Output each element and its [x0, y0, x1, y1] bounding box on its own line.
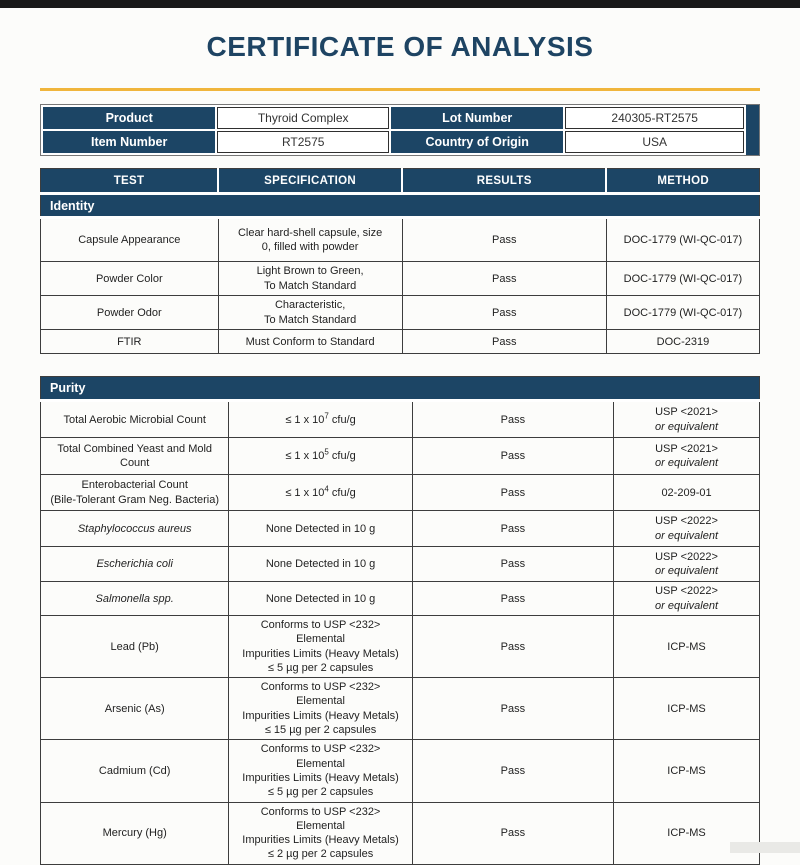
- country-of-origin-label: Country of Origin: [391, 131, 563, 153]
- spec-cell: None Detected in 10 g: [229, 511, 412, 547]
- page-title: CERTIFICATE OF ANALYSIS: [206, 31, 594, 62]
- result-cell: Pass: [402, 218, 606, 262]
- item-number-value: RT2575: [217, 131, 389, 153]
- method-cell: DOC-1779 (WI-QC-017): [606, 296, 759, 330]
- result-cell: Pass: [412, 547, 613, 582]
- method-cell: DOC-2319: [606, 330, 759, 354]
- product-info-table: [41, 105, 746, 155]
- country-of-origin-value: USA: [565, 131, 744, 153]
- result-cell: Pass: [402, 296, 606, 330]
- table-row: [41, 438, 760, 475]
- method-cell: ICP-MS: [614, 616, 760, 678]
- column-header-test: TEST: [41, 169, 219, 194]
- spec-cell: ≤ 1 x $10^4$ cfu/g: [229, 475, 412, 511]
- table-row: [41, 547, 760, 582]
- test-cell: Arsenic (As): [41, 678, 229, 740]
- test-cell: Mercury (Hg): [41, 802, 229, 864]
- table-row: [41, 330, 760, 354]
- purity-table: [40, 376, 760, 865]
- section-header-purity: [41, 377, 760, 401]
- method-cell: ICP-MS: [614, 678, 760, 740]
- method-cell: USP <2021> or equivalent: [614, 401, 760, 438]
- method-cell: USP <2022> or equivalent: [614, 511, 760, 547]
- scan-artifact-top-bar: [0, 0, 800, 8]
- lot-number-label: Lot Number: [391, 107, 563, 129]
- table-header-row: [41, 169, 760, 194]
- certificate-page: [0, 33, 800, 865]
- table-row: [41, 802, 760, 864]
- spec-cell: Conforms to USP <232> Elemental Impurities Limits (Heavy Metals) ≤ 5 µg per 2 capsules: [229, 740, 412, 802]
- spec-cell: None Detected in 10 g: [229, 582, 412, 616]
- spec-cell: Must Conform to Standard: [218, 330, 402, 354]
- result-cell: Pass: [412, 616, 613, 678]
- result-cell: Pass: [412, 740, 613, 802]
- column-header-results: RESULTS: [402, 169, 606, 194]
- section-label: Purity: [41, 377, 760, 401]
- test-cell: Staphylococcus aureus: [41, 511, 229, 547]
- product-info-block: [40, 104, 760, 156]
- spec-cell: Characteristic, To Match Standard: [218, 296, 402, 330]
- table-row: [41, 475, 760, 511]
- spec-cell: Conforms to USP <232> Elemental Impurities Limits (Heavy Metals) ≤ 15 µg per 2 capsules: [229, 678, 412, 740]
- method-cell: 02-209-01: [614, 475, 760, 511]
- product-label: Product: [43, 107, 215, 129]
- table-row: [41, 740, 760, 802]
- result-cell: Pass: [412, 438, 613, 475]
- spec-cell: Light Brown to Green, To Match Standard: [218, 262, 402, 296]
- table-row: [41, 218, 760, 262]
- method-cell: DOC-1779 (WI-QC-017): [606, 262, 759, 296]
- result-cell: Pass: [412, 475, 613, 511]
- table-row: [41, 511, 760, 547]
- spec-cell: Clear hard-shell capsule, size 0, filled with powder: [218, 218, 402, 262]
- table-row: [43, 131, 744, 153]
- spec-cell: ≤ 1 x $10^5$ cfu/g: [229, 438, 412, 475]
- section-header-identity: [41, 194, 760, 218]
- table-row: [41, 678, 760, 740]
- column-header-specification: SPECIFICATION: [218, 169, 402, 194]
- result-cell: Pass: [412, 802, 613, 864]
- test-cell: Powder Color: [41, 262, 219, 296]
- test-cell: Total Combined Yeast and Mold Count: [41, 438, 229, 475]
- method-cell: ICP-MS: [614, 740, 760, 802]
- method-cell: USP <2022> or equivalent: [614, 547, 760, 582]
- spec-cell: Conforms to USP <232> Elemental Impurities Limits (Heavy Metals) ≤ 2 µg per 2 capsules: [229, 802, 412, 864]
- method-cell: USP <2022> or equivalent: [614, 582, 760, 616]
- test-cell: Salmonella spp.: [41, 582, 229, 616]
- gold-divider: [40, 88, 760, 91]
- table-row: [41, 296, 760, 330]
- product-value: Thyroid Complex: [217, 107, 389, 129]
- method-cell: USP <2021> or equivalent: [614, 438, 760, 475]
- test-cell: Lead (Pb): [41, 616, 229, 678]
- section-label: Identity: [41, 194, 760, 218]
- table-row: [41, 582, 760, 616]
- table-row: [43, 107, 744, 129]
- table-row: [41, 616, 760, 678]
- spec-cell: Conforms to USP <232> Elemental Impurities Limits (Heavy Metals) ≤ 5 µg per 2 capsules: [229, 616, 412, 678]
- spec-cell: None Detected in 10 g: [229, 547, 412, 582]
- test-cell: Capsule Appearance: [41, 218, 219, 262]
- test-cell: Cadmium (Cd): [41, 740, 229, 802]
- test-cell: Escherichia coli: [41, 547, 229, 582]
- result-cell: Pass: [412, 511, 613, 547]
- result-cell: Pass: [402, 330, 606, 354]
- spec-cell: ≤ 1 x $10^7$ cfu/g: [229, 401, 412, 438]
- result-cell: Pass: [412, 582, 613, 616]
- test-cell: Enterobacterial Count (Bile-Tolerant Gram Neg. Bacteria): [41, 475, 229, 511]
- identity-table: [40, 168, 760, 354]
- result-cell: Pass: [402, 262, 606, 296]
- test-cell: FTIR: [41, 330, 219, 354]
- column-header-method: METHOD: [606, 169, 759, 194]
- method-cell: ICP-MS: [614, 802, 760, 864]
- table-row: [41, 262, 760, 296]
- table-row: [41, 401, 760, 438]
- test-cell: Total Aerobic Microbial Count: [41, 401, 229, 438]
- result-cell: Pass: [412, 678, 613, 740]
- test-cell: Powder Odor: [41, 296, 219, 330]
- lot-number-value: 240305-RT2575: [565, 107, 744, 129]
- method-cell: DOC-1779 (WI-QC-017): [606, 218, 759, 262]
- result-cell: Pass: [412, 401, 613, 438]
- scan-artifact-smudge: [730, 842, 800, 853]
- item-number-label: Item Number: [43, 131, 215, 153]
